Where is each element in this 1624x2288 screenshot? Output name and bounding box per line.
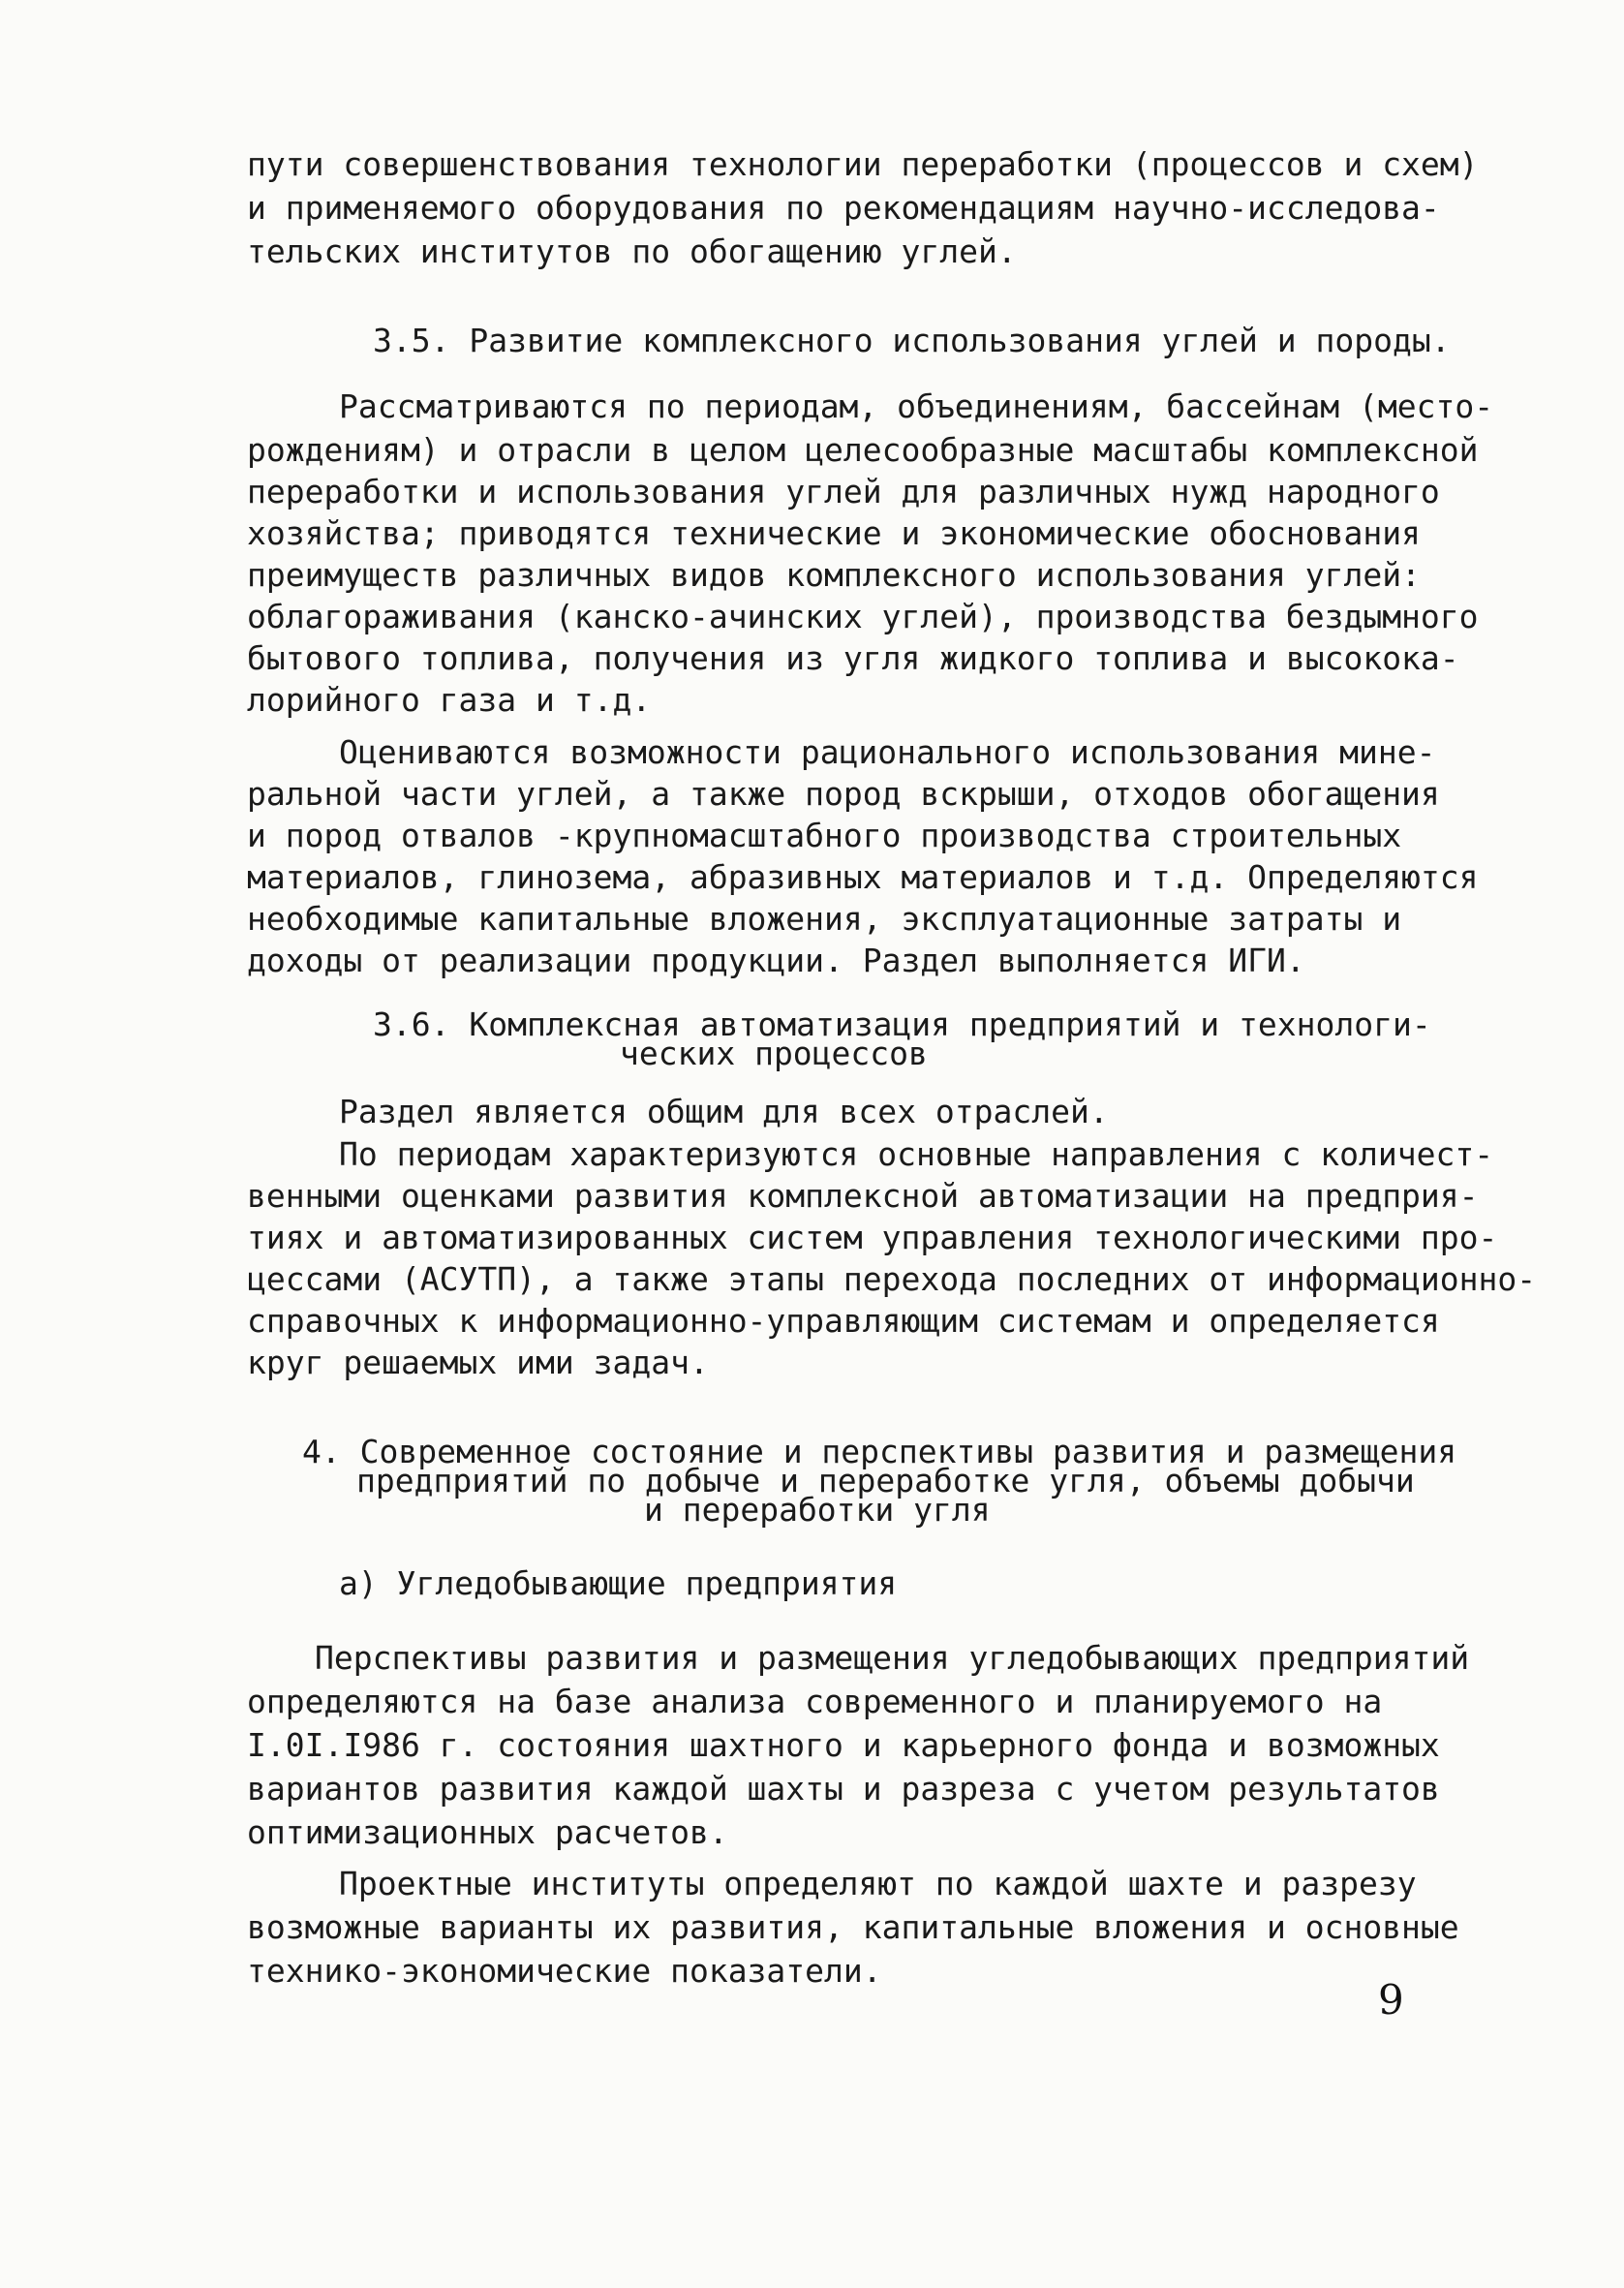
- page-number: 9: [1378, 1976, 1404, 2024]
- text-line: возможные варианты их развития, капитальные вложения и основные: [247, 1908, 1459, 1946]
- heading-line: 3.6. Комплексная автоматизация предприятий и технологи-: [373, 1005, 1431, 1043]
- text-line: справочных к информационно-управляющим системам и определяется: [247, 1302, 1440, 1340]
- text-line: тельских институтов по обогащению углей.: [247, 232, 1017, 270]
- text-line: необходимые капитальные вложения, эксплуатационные затраты и: [247, 900, 1402, 938]
- text-line: Раздел является общим для всех отраслей.: [339, 1093, 1109, 1130]
- heading-line: и переработки угля: [644, 1491, 991, 1529]
- heading-line: ческих процессов: [620, 1035, 928, 1072]
- text-line: переработки и использования углей для различных нужд народного: [247, 473, 1440, 510]
- subsection-a-heading: а) Угледобывающие предприятия: [339, 1564, 898, 1602]
- text-line: По периодам характеризуются основные направления с количест-: [339, 1135, 1494, 1173]
- text-line: лорийного газа и т.д.: [247, 681, 652, 719]
- text-line: облагораживания (канско-ачинских углей), производства бездымного: [247, 598, 1479, 635]
- text-line: материалов, глинозема, абразивных материалов и т.д. Определяются: [247, 858, 1479, 896]
- text-line: вариантов развития каждой шахты и разреза с учетом результатов: [247, 1770, 1440, 1808]
- text-line: Рассматриваются по периодам, объединениям, бассейнам (место-: [339, 387, 1494, 425]
- section-3-5-heading: 3.5. Развитие комплексного использования углей и породы.: [373, 322, 1451, 359]
- text-line: Оцениваются возможности рационального использования мине-: [339, 733, 1436, 771]
- text-line: пути совершенствования технологии переработки (процессов и схем): [247, 145, 1479, 183]
- heading-line: 4. Современное состояние и перспективы развития и размещения: [302, 1433, 1457, 1470]
- text-line: бытового топлива, получения из угля жидкого топлива и высокока-: [247, 639, 1459, 677]
- text-line: ральной части углей, а также пород вскрыши, отходов обогащения: [247, 775, 1440, 813]
- text-line: доходы от реализации продукции. Раздел выполняется ИГИ.: [247, 942, 1305, 979]
- text-line: круг решаемых ими задач.: [247, 1344, 709, 1381]
- text-line: Перспективы развития и размещения угледобывающих предприятий: [315, 1639, 1470, 1677]
- text-line: цессами (АСУТП), а также этапы перехода последних от информационно-: [247, 1260, 1537, 1298]
- text-line: хозяйства; приводятся технические и экономические обоснования: [247, 514, 1421, 552]
- heading-line: предприятий по добыче и переработке угля, объемы добычи: [356, 1462, 1415, 1500]
- text-line: рождениям) и отрасли в целом целесообразные масштабы комплексной: [247, 431, 1479, 469]
- text-line: и применяемого оборудования по рекомендациям научно-исследова-: [247, 189, 1440, 227]
- text-line: определяются на базе анализа современного и планируемого на: [247, 1683, 1383, 1720]
- text-line: I.0I.I986 г. состояния шахтного и карьерного фонда и возможных: [247, 1726, 1440, 1764]
- text-line: и пород отвалов -крупномасштабного производства строительных: [247, 817, 1402, 854]
- text-line: преимуществ различных видов комплексного использования углей:: [247, 556, 1421, 594]
- text-line: оптимизационных расчетов.: [247, 1813, 728, 1851]
- text-line: Проектные институты определяют по каждой шахте и разрезу: [339, 1865, 1417, 1902]
- text-line: тиях и автоматизированных систем управления технологическими про-: [247, 1219, 1498, 1256]
- text-line: технико-экономические показатели.: [247, 1952, 882, 1990]
- text-line: венными оценками развития комплексной автоматизации на предприя-: [247, 1177, 1479, 1215]
